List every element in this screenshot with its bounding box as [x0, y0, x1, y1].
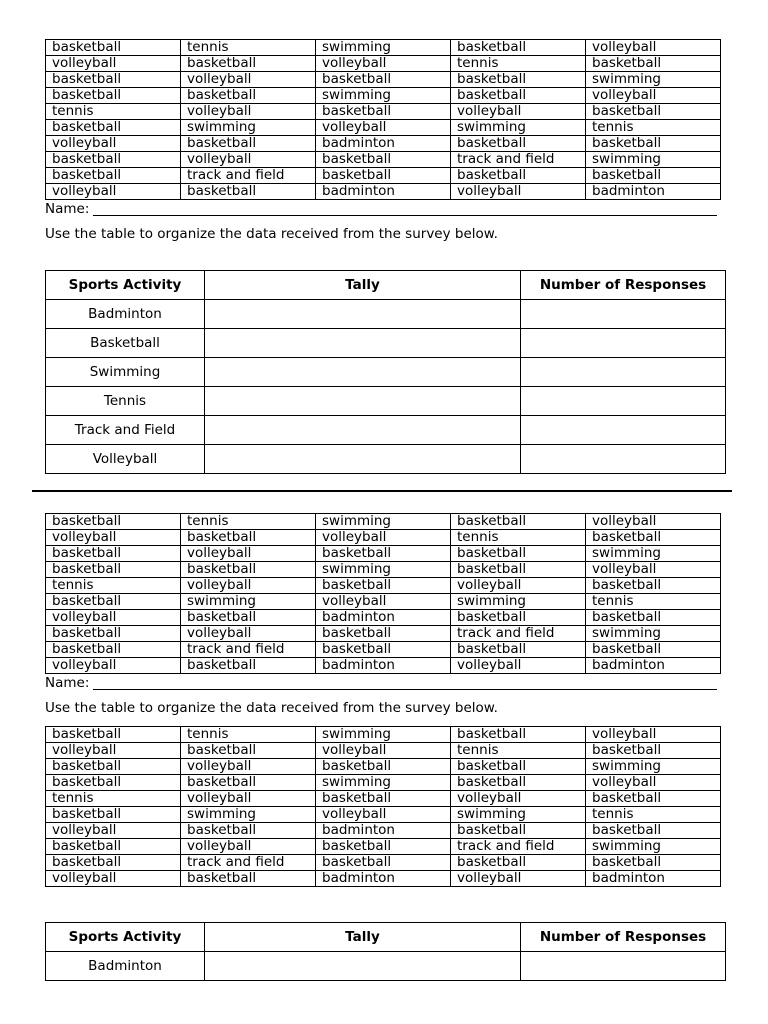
- survey-cell: swimming: [181, 120, 316, 136]
- survey-cell: swimming: [316, 88, 451, 104]
- responses-cell[interactable]: [521, 358, 726, 387]
- activity-cell: Tennis: [46, 387, 205, 416]
- survey-cell: volleyball: [46, 871, 181, 887]
- survey-cell: basketball: [316, 168, 451, 184]
- tally-row: [46, 300, 726, 329]
- survey-cell: basketball: [451, 72, 586, 88]
- survey-row: [46, 72, 721, 88]
- survey-cell: basketball: [46, 727, 181, 743]
- survey-cell: volleyball: [586, 514, 721, 530]
- survey-row: [46, 743, 721, 759]
- survey-row: [46, 136, 721, 152]
- survey-cell: tennis: [46, 578, 181, 594]
- tally-header-cell: Tally: [205, 923, 521, 952]
- survey-cell: volleyball: [181, 104, 316, 120]
- survey-row: [46, 839, 721, 855]
- survey-row: [46, 727, 721, 743]
- survey-row: [46, 578, 721, 594]
- survey-row: [46, 152, 721, 168]
- survey-row: [46, 759, 721, 775]
- survey-cell: basketball: [316, 626, 451, 642]
- survey-cell: basketball: [46, 168, 181, 184]
- name-line-2: [45, 674, 717, 690]
- survey-cell: badminton: [586, 184, 721, 200]
- survey-row: [46, 610, 721, 626]
- survey-cell: tennis: [451, 56, 586, 72]
- survey-cell: tennis: [181, 514, 316, 530]
- survey-cell: volleyball: [586, 727, 721, 743]
- survey-cell: badminton: [316, 823, 451, 839]
- survey-cell: basketball: [46, 562, 181, 578]
- survey-cell: volleyball: [46, 136, 181, 152]
- survey-cell: volleyball: [181, 791, 316, 807]
- survey-cell: volleyball: [46, 56, 181, 72]
- survey-cell: basketball: [316, 839, 451, 855]
- survey-cell: basketball: [451, 562, 586, 578]
- survey-cell: basketball: [586, 104, 721, 120]
- survey-cell: volleyball: [451, 871, 586, 887]
- survey-cell: volleyball: [46, 184, 181, 200]
- survey-cell: volleyball: [451, 184, 586, 200]
- survey-row: [46, 871, 721, 887]
- survey-cell: basketball: [46, 855, 181, 871]
- survey-row: [46, 658, 721, 674]
- activity-cell: Volleyball: [46, 445, 205, 474]
- survey-cell: basketball: [586, 136, 721, 152]
- survey-cell: volleyball: [181, 759, 316, 775]
- survey-cell: volleyball: [586, 40, 721, 56]
- survey-row: [46, 823, 721, 839]
- survey-cell: basketball: [46, 88, 181, 104]
- survey-cell: swimming: [586, 759, 721, 775]
- survey-cell: basketball: [181, 530, 316, 546]
- survey-cell: basketball: [586, 168, 721, 184]
- survey-cell: tennis: [586, 807, 721, 823]
- survey-cell: basketball: [46, 546, 181, 562]
- survey-cell: basketball: [451, 823, 586, 839]
- activity-cell: Swimming: [46, 358, 205, 387]
- survey-cell: tennis: [181, 40, 316, 56]
- survey-cell: tennis: [586, 594, 721, 610]
- survey-cell: basketball: [181, 823, 316, 839]
- survey-cell: basketball: [46, 72, 181, 88]
- survey-cell: volleyball: [46, 658, 181, 674]
- survey-cell: track and field: [181, 642, 316, 658]
- survey-cell: basketball: [451, 775, 586, 791]
- tally-cell[interactable]: [205, 445, 521, 474]
- survey-cell: basketball: [181, 743, 316, 759]
- survey-cell: volleyball: [46, 530, 181, 546]
- name-line-1: [45, 200, 717, 216]
- survey-cell: volleyball: [451, 791, 586, 807]
- survey-cell: basketball: [451, 759, 586, 775]
- survey-cell: swimming: [586, 626, 721, 642]
- survey-cell: basketball: [316, 72, 451, 88]
- survey-cell: track and field: [451, 152, 586, 168]
- survey-cell: basketball: [46, 594, 181, 610]
- survey-cell: basketball: [451, 88, 586, 104]
- tally-header-row: [46, 923, 726, 952]
- survey-cell: swimming: [181, 594, 316, 610]
- survey-cell: volleyball: [181, 626, 316, 642]
- survey-cell: tennis: [181, 727, 316, 743]
- survey-cell: basketball: [46, 759, 181, 775]
- survey-cell: volleyball: [451, 578, 586, 594]
- tally-table-1: [45, 270, 726, 474]
- survey-cell: basketball: [181, 658, 316, 674]
- survey-cell: basketball: [316, 104, 451, 120]
- survey-cell: basketball: [586, 642, 721, 658]
- responses-cell[interactable]: [521, 387, 726, 416]
- survey-cell: swimming: [586, 839, 721, 855]
- survey-cell: volleyball: [586, 88, 721, 104]
- survey-cell: volleyball: [316, 743, 451, 759]
- survey-cell: tennis: [451, 530, 586, 546]
- survey-row: [46, 56, 721, 72]
- survey-cell: volleyball: [46, 823, 181, 839]
- survey-row: [46, 791, 721, 807]
- tally-row: [46, 952, 726, 981]
- instruction-1: Use the table to organize the data received from the survey below.: [45, 226, 498, 242]
- tally-cell[interactable]: [205, 300, 521, 329]
- survey-cell: basketball: [586, 823, 721, 839]
- survey-cell: swimming: [586, 546, 721, 562]
- survey-cell: basketball: [46, 807, 181, 823]
- survey-cell: swimming: [586, 72, 721, 88]
- activity-cell: Basketball: [46, 329, 205, 358]
- tally-header-cell: Sports Activity: [46, 271, 205, 300]
- tally-row: [46, 445, 726, 474]
- tally-row: [46, 329, 726, 358]
- survey-cell: tennis: [586, 120, 721, 136]
- survey-row: [46, 514, 721, 530]
- survey-cell: volleyball: [181, 839, 316, 855]
- survey-cell: tennis: [451, 743, 586, 759]
- survey-cell: basketball: [316, 152, 451, 168]
- survey-cell: basketball: [316, 759, 451, 775]
- activity-cell: Track and Field: [46, 416, 205, 445]
- survey-cell: volleyball: [181, 578, 316, 594]
- name-label: Name:: [45, 201, 90, 217]
- survey-cell: badminton: [316, 658, 451, 674]
- survey-cell: swimming: [451, 807, 586, 823]
- tally-row: [46, 416, 726, 445]
- survey-row: [46, 530, 721, 546]
- survey-cell: basketball: [451, 514, 586, 530]
- survey-cell: basketball: [451, 610, 586, 626]
- tally-header-cell: Tally: [205, 271, 521, 300]
- survey-row: [46, 120, 721, 136]
- section-divider: [32, 490, 732, 492]
- survey-cell: badminton: [316, 610, 451, 626]
- survey-cell: volleyball: [451, 658, 586, 674]
- survey-cell: basketball: [451, 727, 586, 743]
- survey-cell: basketball: [46, 120, 181, 136]
- survey-cell: track and field: [181, 855, 316, 871]
- tally-header-cell: Number of Responses: [521, 271, 726, 300]
- activity-cell: Badminton: [46, 952, 205, 981]
- survey-cell: volleyball: [181, 152, 316, 168]
- survey-row: [46, 642, 721, 658]
- tally-cell[interactable]: [205, 416, 521, 445]
- survey-row: [46, 807, 721, 823]
- survey-cell: track and field: [181, 168, 316, 184]
- survey-row: [46, 184, 721, 200]
- survey-cell: badminton: [316, 871, 451, 887]
- survey-cell: basketball: [46, 514, 181, 530]
- responses-cell[interactable]: [521, 952, 726, 981]
- survey-row: [46, 104, 721, 120]
- survey-cell: volleyball: [451, 104, 586, 120]
- survey-cell: basketball: [181, 136, 316, 152]
- survey-cell: basketball: [316, 546, 451, 562]
- tally-table-2: [45, 922, 726, 981]
- tally-cell[interactable]: [205, 358, 521, 387]
- survey-cell: basketball: [46, 642, 181, 658]
- survey-row: [46, 546, 721, 562]
- survey-cell: badminton: [586, 871, 721, 887]
- survey-cell: basketball: [181, 610, 316, 626]
- survey-cell: basketball: [316, 578, 451, 594]
- responses-cell[interactable]: [521, 300, 726, 329]
- survey-cell: swimming: [181, 807, 316, 823]
- survey-cell: basketball: [586, 610, 721, 626]
- survey-cell: volleyball: [586, 562, 721, 578]
- name-label: Name:: [45, 675, 90, 691]
- survey-cell: basketball: [451, 546, 586, 562]
- tally-header-cell: Number of Responses: [521, 923, 726, 952]
- survey-cell: basketball: [586, 578, 721, 594]
- survey-cell: basketball: [46, 775, 181, 791]
- survey-cell: basketball: [586, 791, 721, 807]
- survey-table-2: [45, 513, 721, 674]
- survey-cell: track and field: [451, 626, 586, 642]
- survey-cell: basketball: [586, 530, 721, 546]
- survey-row: [46, 775, 721, 791]
- tally-header-cell: Sports Activity: [46, 923, 205, 952]
- survey-cell: basketball: [46, 152, 181, 168]
- survey-cell: basketball: [451, 855, 586, 871]
- survey-cell: volleyball: [316, 807, 451, 823]
- survey-row: [46, 88, 721, 104]
- responses-cell[interactable]: [521, 445, 726, 474]
- activity-cell: Badminton: [46, 300, 205, 329]
- survey-cell: swimming: [316, 727, 451, 743]
- survey-cell: badminton: [316, 136, 451, 152]
- survey-cell: basketball: [316, 791, 451, 807]
- survey-cell: swimming: [316, 514, 451, 530]
- survey-cell: swimming: [451, 594, 586, 610]
- survey-cell: basketball: [451, 40, 586, 56]
- survey-cell: badminton: [586, 658, 721, 674]
- survey-row: [46, 855, 721, 871]
- name-rule: [93, 676, 717, 690]
- responses-cell[interactable]: [521, 329, 726, 358]
- survey-cell: swimming: [316, 775, 451, 791]
- survey-cell: volleyball: [46, 743, 181, 759]
- survey-cell: basketball: [316, 855, 451, 871]
- tally-cell[interactable]: [205, 952, 521, 981]
- survey-cell: basketball: [451, 168, 586, 184]
- survey-cell: volleyball: [316, 120, 451, 136]
- survey-cell: basketball: [586, 855, 721, 871]
- tally-row: [46, 358, 726, 387]
- survey-cell: volleyball: [316, 594, 451, 610]
- survey-cell: basketball: [586, 743, 721, 759]
- survey-cell: basketball: [451, 642, 586, 658]
- survey-row: [46, 626, 721, 642]
- survey-cell: basketball: [181, 184, 316, 200]
- survey-cell: basketball: [181, 88, 316, 104]
- survey-cell: swimming: [316, 562, 451, 578]
- survey-cell: swimming: [586, 152, 721, 168]
- survey-row: [46, 40, 721, 56]
- survey-cell: basketball: [46, 40, 181, 56]
- survey-cell: swimming: [316, 40, 451, 56]
- name-rule: [93, 202, 717, 216]
- survey-row: [46, 562, 721, 578]
- responses-cell[interactable]: [521, 416, 726, 445]
- survey-cell: basketball: [586, 56, 721, 72]
- survey-table-3: [45, 726, 721, 887]
- tally-header-row: [46, 271, 726, 300]
- survey-cell: volleyball: [316, 56, 451, 72]
- survey-table-1: [45, 39, 721, 200]
- instruction-2: Use the table to organize the data received from the survey below.: [45, 700, 498, 716]
- survey-cell: basketball: [451, 136, 586, 152]
- survey-row: [46, 168, 721, 184]
- survey-cell: tennis: [46, 104, 181, 120]
- tally-cell[interactable]: [205, 387, 521, 416]
- survey-cell: swimming: [451, 120, 586, 136]
- survey-row: [46, 594, 721, 610]
- survey-cell: tennis: [46, 791, 181, 807]
- survey-cell: basketball: [181, 775, 316, 791]
- survey-cell: track and field: [451, 839, 586, 855]
- survey-cell: badminton: [316, 184, 451, 200]
- survey-cell: basketball: [316, 642, 451, 658]
- survey-cell: volleyball: [46, 610, 181, 626]
- survey-cell: basketball: [181, 56, 316, 72]
- survey-cell: volleyball: [586, 775, 721, 791]
- survey-cell: basketball: [181, 871, 316, 887]
- tally-cell[interactable]: [205, 329, 521, 358]
- survey-cell: volleyball: [316, 530, 451, 546]
- survey-cell: basketball: [46, 626, 181, 642]
- survey-cell: volleyball: [181, 72, 316, 88]
- survey-cell: basketball: [181, 562, 316, 578]
- survey-cell: basketball: [46, 839, 181, 855]
- tally-row: [46, 387, 726, 416]
- survey-cell: volleyball: [181, 546, 316, 562]
